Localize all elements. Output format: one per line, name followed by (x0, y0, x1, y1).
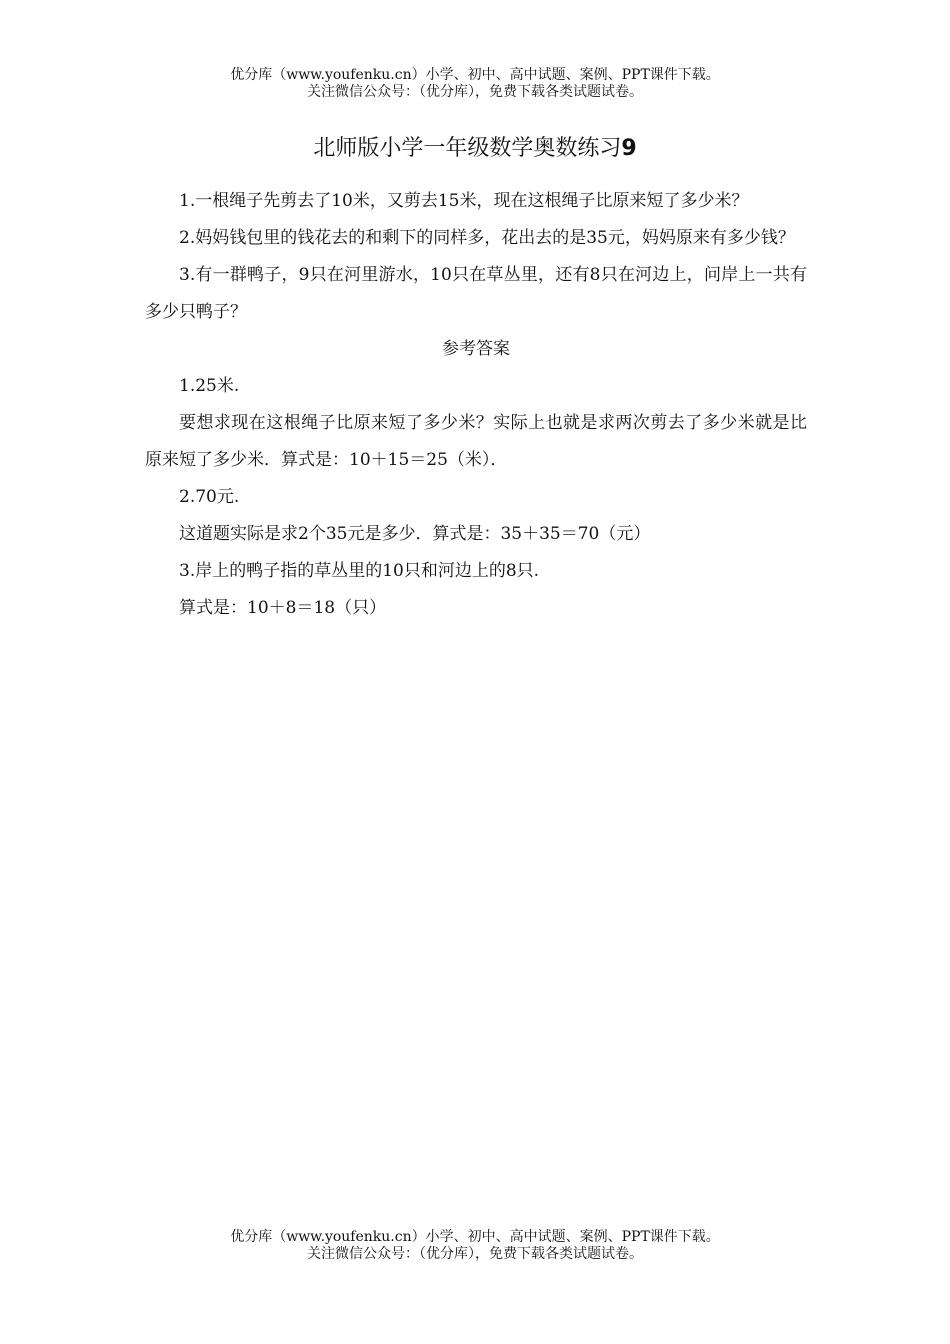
document-title-number: 9 (621, 136, 637, 161)
page-header (0, 67, 950, 101)
answer-1: 1.25米. (179, 376, 240, 396)
answer-1-explanation: 要想求现在这根绳子比原来短了多少米？实际上也就是求两次剪去了多少米就是比原来短了多少米．算式是：10＋15＝25（米）． (145, 413, 807, 470)
footer-line-1: 优分库（www.youfenku.cn）小学、初中、高中试题、案例、PPT课件下载。 (230, 1229, 720, 1245)
header-line-2: 关注微信公众号：（优分库），免费下载各类试题试卷。 (307, 84, 643, 100)
answer-3-formula: 算式是：10＋8＝18（只） (179, 598, 387, 618)
question-1: 1.一根绳子先剪去了10米，又剪去15米，现在这根绳子比原来短了多少米？ (179, 191, 749, 211)
document-title (0, 134, 950, 164)
page-footer (0, 1229, 950, 1263)
answers-heading: 参考答案 (442, 339, 510, 359)
footer-line-2: 关注微信公众号：（优分库），免费下载各类试题试卷。 (307, 1246, 643, 1262)
header-line-1: 优分库（www.youfenku.cn）小学、初中、高中试题、案例、PPT课件下载。 (230, 67, 720, 83)
document-title-text: 北师版小学一年级数学奥数练习 (313, 136, 622, 161)
answer-2: 2.70元. (179, 487, 240, 507)
question-3: 3.有一群鸭子，9只在河里游水，10只在草丛里，还有8只在河边上，问岸上一共有多少只鸭子？ (145, 265, 807, 322)
answer-2-explanation: 这道题实际是求2个35元是多少．算式是：35＋35＝70（元） (179, 524, 651, 544)
question-2: 2.妈妈钱包里的钱花去的和剩下的同样多，花出去的是35元，妈妈原来有多少钱？ (179, 228, 795, 248)
answer-3: 3.岸上的鸭子指的草丛里的10只和河边上的8只. (179, 561, 540, 581)
document-body (145, 183, 807, 627)
